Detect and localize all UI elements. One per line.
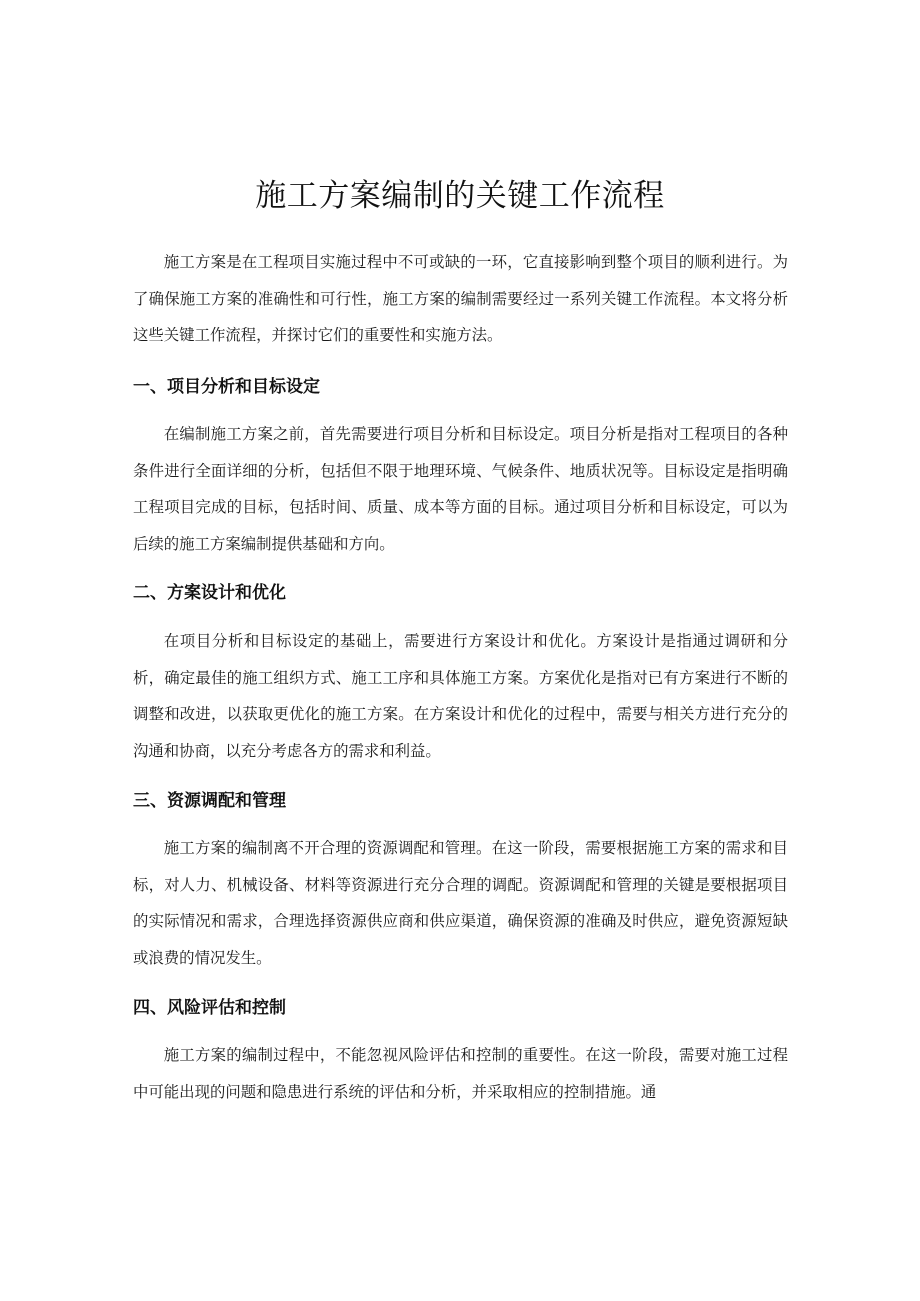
document-title: 施工方案编制的关键工作流程 [255,178,665,214]
section-heading-2: 二、方案设计和优化 [133,583,286,603]
intro-paragraph: 施工方案是在工程项目实施过程中不可或缺的一环，它直接影响到整个项目的顺利进行。为了确保施工方案的准确性和可行性，施工方案的编制需要经过一系列关键工作流程。本文将分析这些关键工作流程，并探讨它们的重要性和实施方法。 [133,253,788,344]
section-body-3: 施工方案的编制离不开合理的资源调配和管理。在这一阶段，需要根据施工方案的需求和目标，对人力、机械设备、材料等资源进行充分合理的调配。资源调配和管理的关键是要根据项目的实际情况和需求，合理选择资源供应商和供应渠道，确保资源的准确及时供应，避免资源短缺或浪费的情况发生。 [133,839,788,967]
section-body-4: 施工方案的编制过程中，不能忽视风险评估和控制的重要性。在这一阶段，需要对施工过程中可能出现的问题和隐患进行系统的评估和分析，并采取相应的控制措施。通 [133,1046,788,1101]
section-heading-3: 三、资源调配和管理 [133,791,286,811]
section-body-2: 在项目分析和目标设定的基础上，需要进行方案设计和优化。方案设计是指通过调研和分析，确定最佳的施工组织方式、施工工序和具体施工方案。方案优化是指对已有方案进行不断的调整和改进，以获取更优化的施工方案。在方案设计和优化的过程中，需要与相关方进行充分的沟通和协商，以充分考虑各方的需求和利益。 [133,632,788,760]
section-heading-4: 四、风险评估和控制 [133,998,286,1018]
section-body-1: 在编制施工方案之前，首先需要进行项目分析和目标设定。项目分析是指对工程项目的各种条件进行全面详细的分析，包括但不限于地理环境、气候条件、地质状况等。目标设定是指明确工程项目完成的目标，包括时间、质量、成本等方面的目标。通过项目分析和目标设定，可以为后续的施工方案编制提供基础和方向。 [133,425,788,553]
section-heading-1: 一、项目分析和目标设定 [133,377,320,397]
